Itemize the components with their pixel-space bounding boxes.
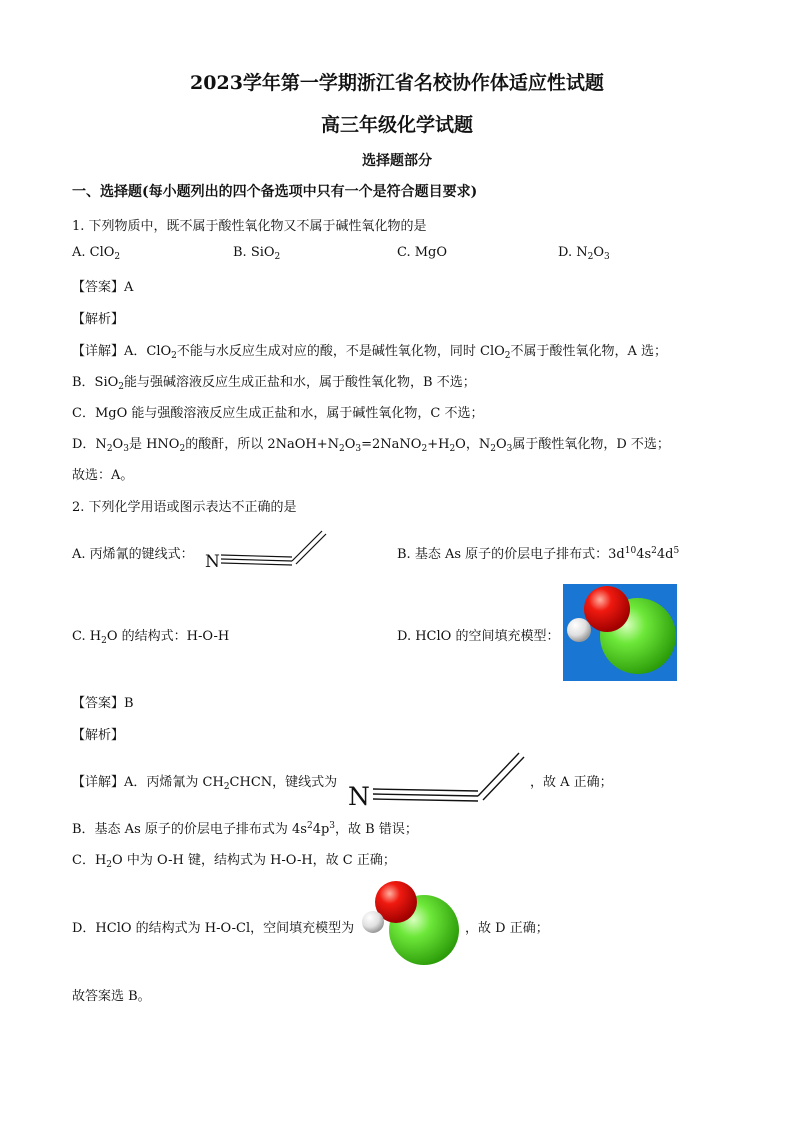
q2-option-a: A. 丙烯氰的键线式： [72, 547, 194, 562]
page-subtitle: 高三年级化学试题 [320, 114, 473, 136]
q1-stem: 1. 下列物质中，既不属于酸性氧化物又不属于碱性氧化物的是 [72, 219, 427, 234]
hydrogen-atom-inline [362, 911, 384, 933]
q1-detail-d: D．$N_2O_3$是 $HNO_2$的酸酐，所以 $2NaOH+N_2O_3=2NaNO_2+H_2O$，$N_2O_3$属于酸性氧化物，D 不选； [72, 437, 670, 454]
q2-detail-d-end: ，故 D 正确； [465, 921, 549, 936]
hclo-space-filling-model [563, 584, 677, 681]
q2-option-b: B. 基态 As 原子的价层电子排布式：$3d^{10}4s^24d^5$ [397, 546, 680, 562]
q2-stem: 2. 下列化学用语或图示表达不正确的是 [72, 500, 297, 515]
q1-conclusion: 故选：A。 [72, 468, 134, 483]
n-atom-label: N [205, 552, 220, 570]
q1-option-d: D. $N_2O_3$ [558, 245, 610, 262]
section-heading: 一、选择题(每小题列出的四个备选项中只有一个是符合题目要求) [72, 184, 478, 200]
q1-analysis-label: 【解析】 [72, 312, 125, 327]
q1-option-a: A. ClO$_2$ [72, 245, 121, 262]
q2-detail-a-end: ，故 A 正确； [530, 775, 613, 790]
q2-detail-a-text: 【详解】A．丙烯氰为 $CH_2CHCN$，键线式为 [72, 775, 338, 792]
page-title: 2023学年第一学期浙江省名校协作体适应性试题 [190, 72, 604, 94]
q2-conclusion: 故答案选 B。 [72, 989, 151, 1004]
hclo-model-inline [358, 880, 466, 968]
q1-detail-b: B．SiO$_2$能与强碱溶液反应生成正盐和水，属于酸性氧化物，B 不选； [72, 375, 476, 392]
q2-analysis-label: 【解析】 [72, 728, 125, 743]
oxygen-atom [584, 586, 630, 632]
q1-answer: 【答案】A [72, 280, 134, 295]
q2-detail-d-text: D．HClO 的结构式为 H-O-Cl，空间填充模型为 [72, 921, 355, 936]
hydrogen-atom [567, 618, 591, 642]
n-atom-label-large: N [348, 782, 370, 810]
q2-answer: 【答案】B [72, 696, 134, 711]
q2-detail-b: B．基态 As 原子的价层电子排布式为 $4s^24p^3$，故 B 错误； [72, 821, 418, 837]
acrylonitrile-skeletal-small [200, 525, 330, 570]
q1-option-b: B. SiO$_2$ [233, 245, 281, 262]
q1-detail-a: 【详解】A．ClO$_2$不能与水反应生成对应的酸，不是碱性氧化物，同时 ClO$_2$不属于酸性氧化物，A 选； [72, 344, 668, 361]
acrylonitrile-skeletal-large [345, 745, 530, 810]
q2-detail-c: C．$H_2O$ 中为 O-H 键，结构式为 H-O-H，故 C 正确； [72, 853, 396, 870]
part-heading: 选择题部分 [362, 153, 432, 169]
q2-option-c: C. $H_2O$ 的结构式：H-O-H [72, 629, 230, 646]
q1-detail-c: C．MgO 能与强酸溶液反应生成正盐和水，属于碱性氧化物，C 不选； [72, 406, 484, 421]
q1-option-c: C. MgO [397, 245, 448, 260]
q2-option-d: D. HClO 的空间填充模型： [397, 629, 560, 644]
